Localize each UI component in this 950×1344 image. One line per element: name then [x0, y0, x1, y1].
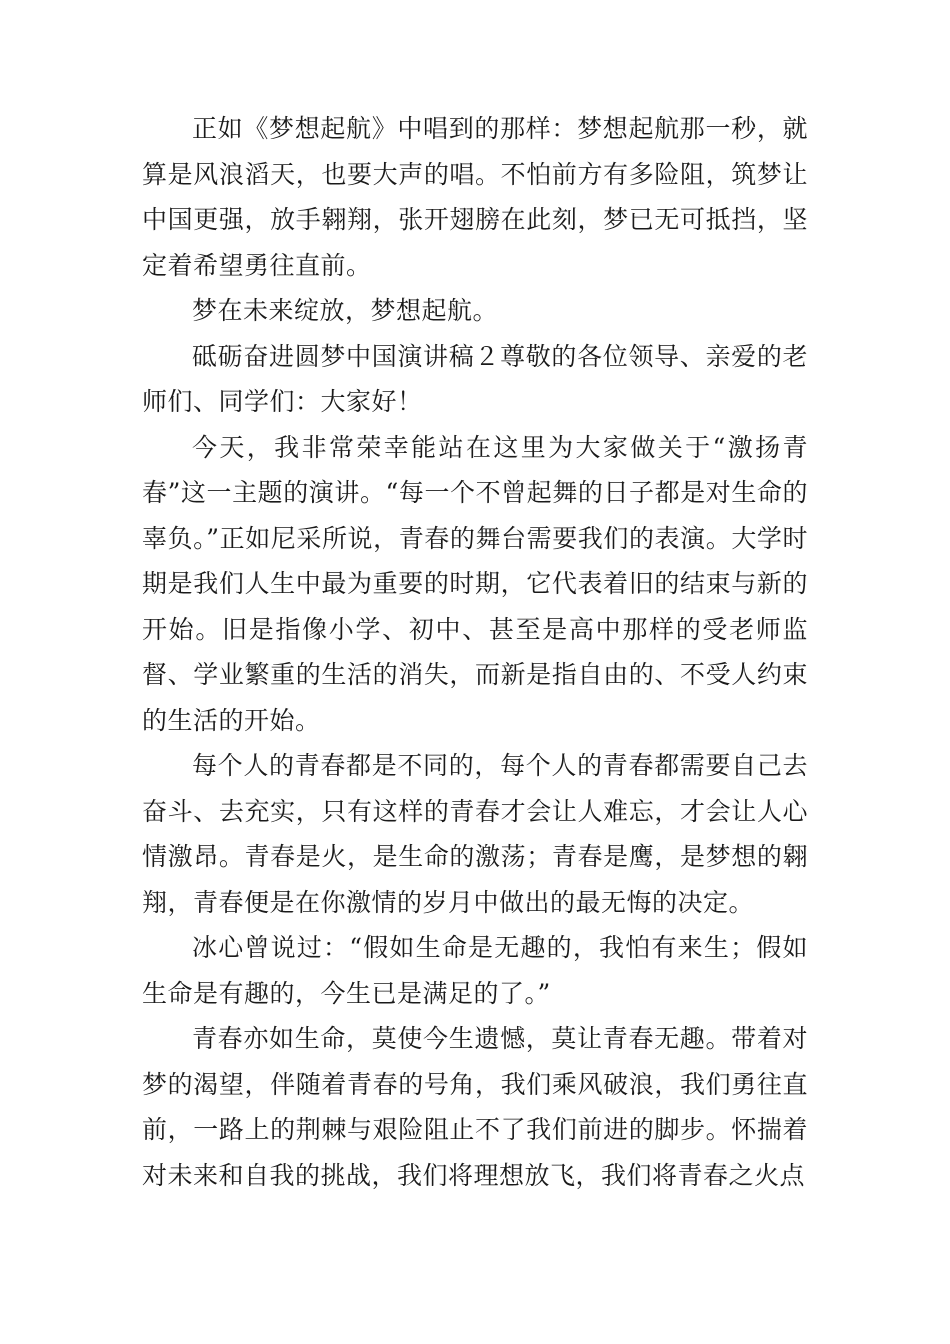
paragraph-bingxin-quote: 冰心曾说过：“假如生命是无趣的，我怕有来生；假如生命是有趣的，今生已是满足的了。” [142, 933, 808, 1008]
paragraph-speech-title-greeting: 砥砺奋进圆梦中国演讲稿２尊敬的各位领导、亲爱的老师们、同学们：大家好！ [142, 341, 808, 416]
paragraph-youth-different: 每个人的青春都是不同的，每个人的青春都需要自己去奋斗、去充实，只有这样的青春才会让人难忘，才会让人心情激昂。青春是火，是生命的激荡；青春是鹰，是梦想的翱翔，青春便是在你激情的岁月中做出的最无悔的决定。 [142, 751, 808, 917]
speech-body [142, 106, 808, 1198]
paragraph-dream-bloom: 梦在未来绽放，梦想起航。 [192, 296, 499, 325]
paragraph-youth-life: 青春亦如生命，莫使今生遗憾，莫让青春无趣。带着对梦的渴望，伴随着青春的号角，我们乘风破浪，我们勇往直前，一路上的荆棘与艰险阻止不了我们前进的脚步。怀揣着对未来和自我的挑战，我们将理想放飞，我们将青春之火点 [142, 1024, 808, 1190]
paragraph-youth-intro: 今天，我非常荣幸能站在这里为大家做关于“激扬青春”这一主题的演讲。“每一个不曾起舞的日子都是对生命的辜负。”正如尼采所说，青春的舞台需要我们的表演。大学时期是我们人生中最为重要的时期，它代表着旧的结束与新的开始。旧是指像小学、初中、甚至是高中那样的受老师监督、学业繁重的生活的消失，而新是指自由的、不受人约束的生活的开始。 [142, 432, 808, 735]
paragraph-dream-song: 正如《梦想起航》中唱到的那样：梦想起航那一秒，就算是风浪滔天，也要大声的唱。不怕前方有多险阻，筑梦让中国更强，放手翱翔，张开翅膀在此刻，梦已无可抵挡，坚定着希望勇往直前。 [142, 114, 808, 280]
